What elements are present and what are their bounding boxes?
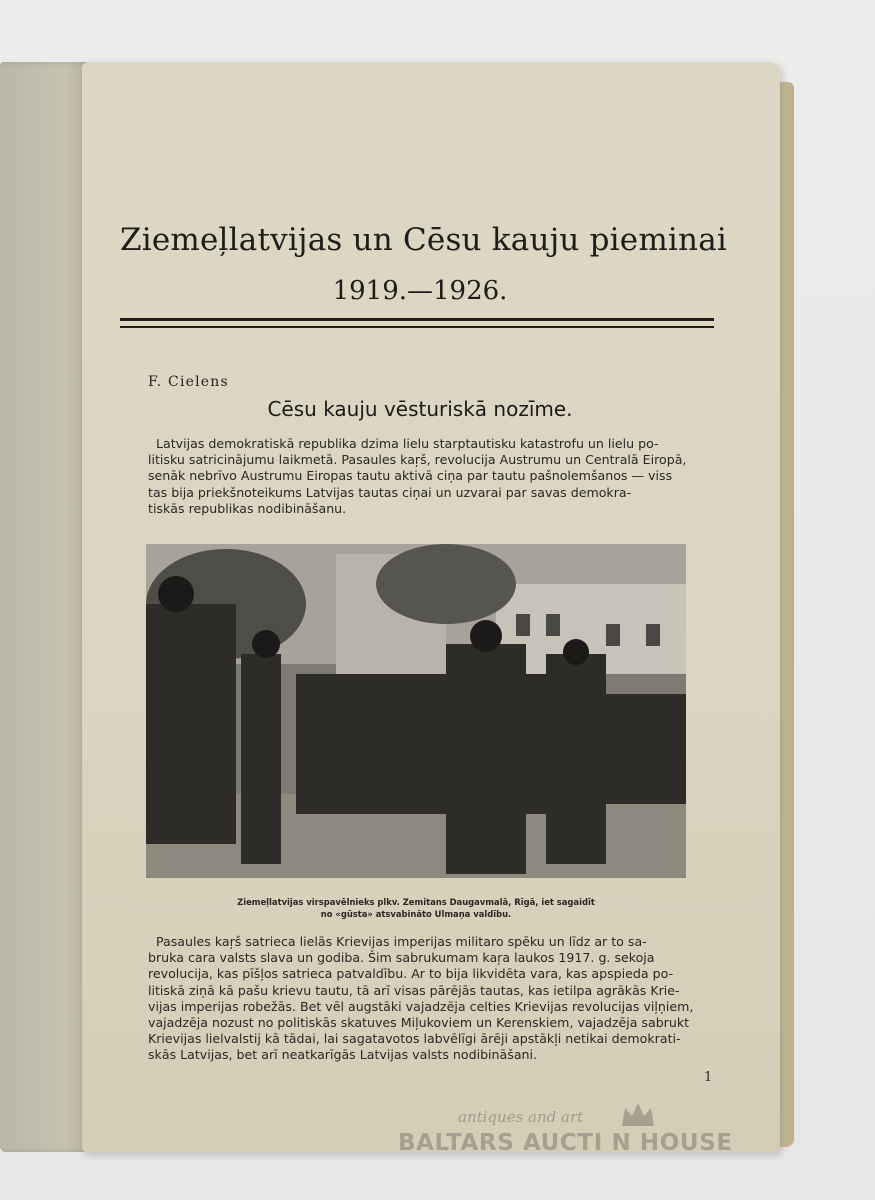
caption-line: no «gūsta» atsvabināto Ulmaņa valdību.: [320, 909, 512, 919]
caption-line: Ziemeļlatvijas virspavēlnieks plkv. Zemitans Daugavmalā, Rīgā, iet sagaidīt: [237, 897, 595, 907]
paragraph-line: litiskā ziņā kā pašu krievu tautu, tā arī visas pārējās tautas, kas ietilpa agrākās Krie-: [148, 982, 680, 998]
main-title: Ziemeļlatvijas un Cēsu kauju pieminai: [120, 222, 728, 258]
title-years: 1919.—1926.: [332, 276, 508, 306]
watermark-tagline: antiques and art: [458, 1108, 584, 1126]
title-rule-thick: [120, 318, 714, 321]
paragraph-line: tiskās republikas nodibināšanu.: [148, 500, 347, 516]
page-number: 1: [704, 1070, 713, 1085]
left-page-edge: [0, 62, 92, 1152]
paragraph-line: Krievijas lielvalstij kā tādai, lai sagatavotos labvēlīgi ārēji apstākļi netikai demokrati-: [148, 1031, 681, 1047]
paragraph-line: Latvijas demokratiskā republika dzima lielu starptautisku katastrofu un lielu po-: [156, 436, 659, 451]
photo-illustration: [146, 544, 686, 878]
title-rule-thin: [120, 326, 714, 328]
paragraph-line: tas bija priekšnoteikums Latvijas tautas ciņai un uzvarai par savas demokra-: [148, 484, 632, 500]
paragraph-line: vajadzēja nozust no politiskās skatuves Miļukoviem un Kerenskiem, vajadzēja sabrukt: [148, 1015, 690, 1031]
historic-photo: [146, 544, 686, 878]
photo-caption: [146, 896, 686, 920]
article-title: Cēsu kauju vēsturiskā nozīme.: [267, 397, 573, 421]
paragraph-line: skās Latvijas, bet arī neatkarīgās Latvijas valsts nodibināšani.: [148, 1047, 538, 1063]
paragraph-line: bruka cara valsts slava un godiba. Šim sabrukumam kaŗa laukos 1917. g. sekoja: [148, 950, 655, 966]
paragraph-line: litisku satricinājumu laikmetā. Pasaules kaŗš, revolucija Austrumu un Centralā Eiropā,: [148, 452, 687, 468]
paragraph-line: revolucija, kas pīšļos satrieca patvaldību. Ar to bija likvidēta vara, kas apspieda po-: [148, 966, 674, 982]
author-name: F. Cielens: [148, 374, 229, 390]
paragraph-line: Pasaules kaŗš satrieca lielās Krievijas imperijas militaro spēku un līdz ar to sa-: [156, 934, 647, 949]
paragraph-1: [148, 436, 715, 517]
paragraph-2: [148, 934, 715, 1064]
paragraph-line: vijas imperijas robežās. Bet vēl augstāki vajadzēja celties Krievijas revolucijas viļņiem,: [148, 998, 694, 1014]
watermark-name: BALTARS AUCTI N HOUSE: [398, 1130, 733, 1156]
paragraph-line: senāk nebrīvo Austrumu Eiropas tautu aktivā ciņa par tautu pašnolemšanos — viss: [148, 468, 673, 484]
